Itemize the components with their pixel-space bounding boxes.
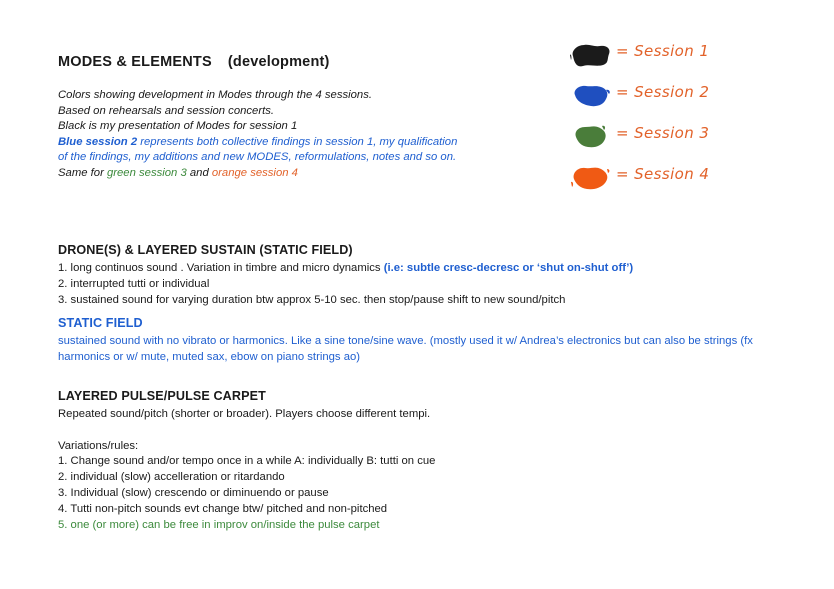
color-legend xyxy=(568,40,808,204)
legend-label: = Session 3 xyxy=(616,124,710,142)
legend-label: = Session 1 xyxy=(616,42,710,60)
legend-row xyxy=(568,163,808,204)
page-title-main: MODES & ELEMENTS xyxy=(58,54,212,70)
section-heading-static-field: STATIC FIELD xyxy=(58,316,143,330)
intro-line-3: Black is my presentation of Modes for session 1 xyxy=(58,120,298,133)
drone-item-1 xyxy=(58,261,758,277)
page-title xyxy=(58,54,330,70)
green-ink-blob-swatch xyxy=(568,124,608,150)
legend-row xyxy=(568,122,808,163)
intro-line-2: Based on rehearsals and session concerts. xyxy=(58,104,275,117)
intro-orange-session-label: orange session 4 xyxy=(211,166,298,179)
drone-item-2: 2. interrupted tutti or individual xyxy=(58,277,210,290)
section-static-field xyxy=(58,316,758,366)
intro-line-6-prefix: Same for xyxy=(58,166,107,179)
page-title-paren: (development) xyxy=(227,54,330,70)
legend-row xyxy=(568,40,808,81)
black-ink-blob-swatch xyxy=(568,42,608,68)
pulse-rule-5: 5. one (or more) can be free in improv on/inside the pulse carpet xyxy=(58,518,380,531)
pulse-rule-1: 1. Change sound and/or tempo once in a while A: individually B: tutti on cue xyxy=(58,455,436,468)
pulse-rule-2: 2. individual (slow) accelleration or ritardando xyxy=(58,471,285,484)
drone-item-1-blue: (i.e: subtle cresc-decresc or ‘shut on-shut off’) xyxy=(383,262,634,274)
pulse-intro: Repeated sound/pitch (shorter or broader). Players choose different tempi. xyxy=(58,408,431,420)
intro-green-session-label: green session 3 xyxy=(106,166,187,179)
legend-label: = Session 4 xyxy=(616,165,710,183)
section-layered-pulse xyxy=(58,389,758,533)
pulse-rule-4: 4. Tutti non-pitch sounds evt change btw/ pitched and non-pitched xyxy=(58,502,388,515)
pulse-variations-label: Variations/rules: xyxy=(58,439,139,452)
blue-ink-blob-swatch xyxy=(568,83,608,109)
legend-row xyxy=(568,81,808,122)
drone-item-1-black: 1. long continuos sound . Variation in timbre and micro dynamics xyxy=(58,262,384,274)
intro-blue-session-label: Blue session 2 xyxy=(58,135,138,148)
orange-ink-blob-swatch xyxy=(568,165,608,191)
intro-line-1: Colors showing development in Modes through the 4 sessions. xyxy=(58,89,372,101)
drone-item-3: 3. sustained sound for varying duration btw approx 5-10 sec. then stop/pause shift to new sound/pitch xyxy=(58,293,566,306)
static-field-body: sustained sound with no vibrato or harmonics. Like a sine tone/sine wave. (mostly used it w/ Andrea’s electronics but can also be strings (fx harmonics or w/ mute, muted sax, ebow on piano strings ao) xyxy=(58,335,753,363)
intro-line-6 xyxy=(58,166,528,182)
section-drones xyxy=(58,243,758,308)
intro-line-4 xyxy=(58,135,528,151)
section-heading-layered-pulse: LAYERED PULSE/PULSE CARPET xyxy=(58,389,266,403)
intro-line-4-rest: represents both collective findings in session 1, my qualification xyxy=(137,135,458,148)
intro-line-5: of the findings, my additions and new MODES, reformulations, notes and so on. xyxy=(58,151,457,164)
pulse-rule-3: 3. Individual (slow) crescendo or diminuendo or pause xyxy=(58,486,329,499)
intro-line-6-mid: and xyxy=(186,166,212,179)
section-heading-drones: DRONE(S) & LAYERED SUSTAIN (STATIC FIELD) xyxy=(58,243,353,257)
legend-label: = Session 2 xyxy=(616,83,710,101)
intro-paragraph xyxy=(58,88,528,182)
